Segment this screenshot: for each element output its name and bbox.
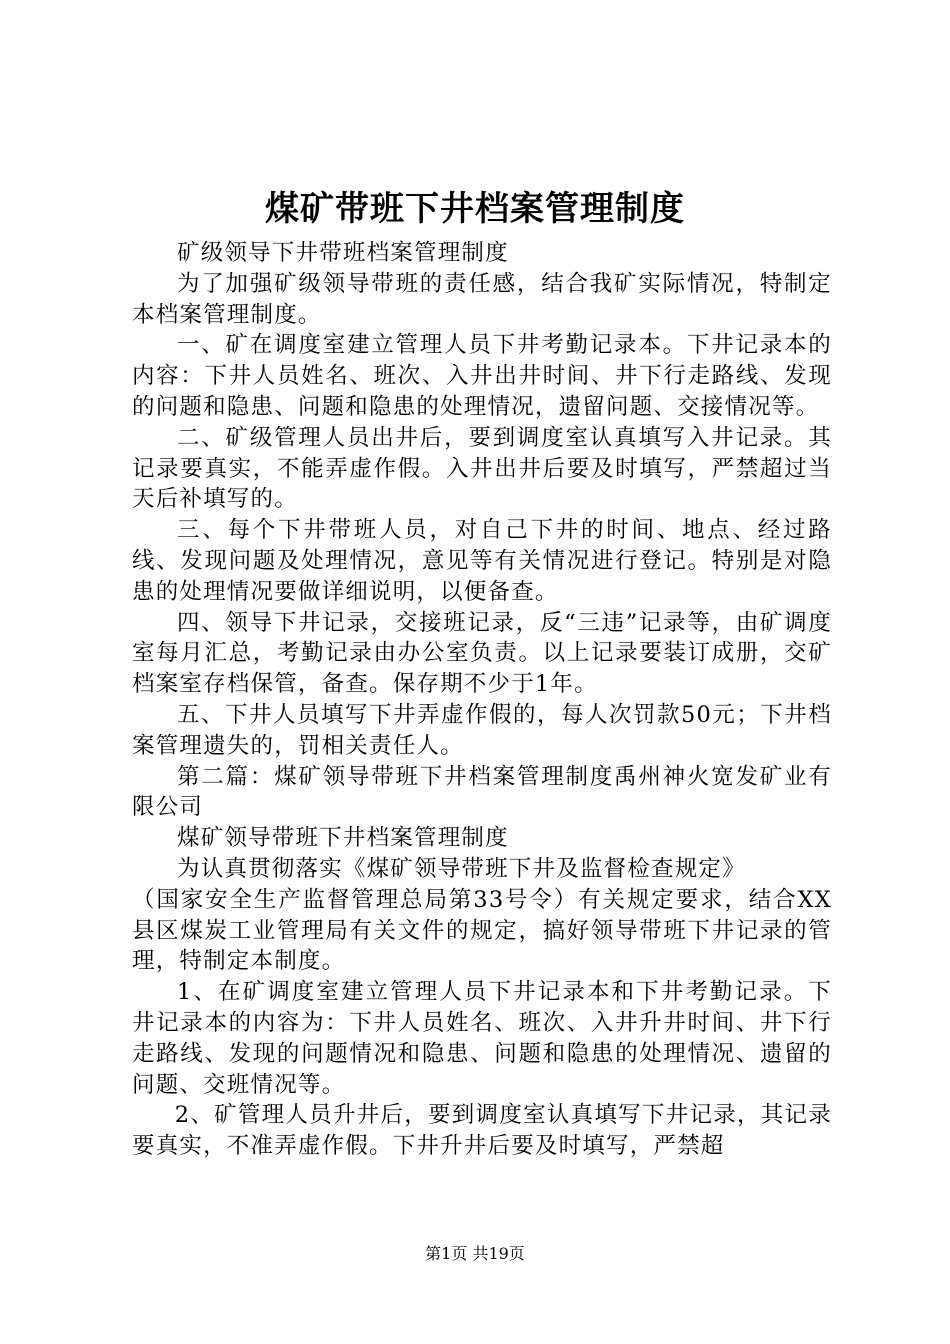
paragraph-item-2: 二、矿级管理人员出井后，要到调度室认真填写入井记录。其记录要真实，不能弄虚作假。入井出井后要及时填写，严禁超过当天后补填写的。	[132, 424, 832, 513]
paragraph-regulation-detail: （国家安全生产监督管理总局第33号令）有关规定要求，结合XX县区煤炭工业管理局有关文件的规定，搞好领导带班下井记录的管理，特制定本制度。	[132, 886, 832, 975]
paragraph-item-3: 三、每个下井带班人员，对自己下井的时间、地点、经过路线、发现问题及处理情况，意见等有关情况进行登记。特别是对隐患的处理情况要做详细说明，以便备查。	[132, 517, 832, 605]
paragraph-item-4: 四、领导下井记录，交接班记录，反“三违”记录等，由矿调度室每月汇总，考勤记录由办公室负责。以上记录要装订成册，交矿档案室存档保管，备查。保存期不少于1年。	[132, 609, 832, 698]
paragraph-item-5: 五、下井人员填写下井弄虚作假的，每人次罚款50元；下井档案管理遗失的，罚相关责任人。	[132, 701, 832, 759]
paragraph-intro: 为了加强矿级领导带班的责任感，结合我矿实际情况，特制定本档案管理制度。	[132, 270, 832, 328]
paragraph-subtitle-2: 煤矿领导带班下井档案管理制度	[177, 825, 509, 852]
paragraph-rule-2: 2、矿管理人员升井后，要到调度室认真填写下井记录，其记录要真实，不准弄虚作假。下井升井后要及时填写，严禁超	[132, 1102, 832, 1160]
paragraph-regulation-ref: 为认真贯彻落实《煤矿领导带班下井及监督检查规定》	[177, 855, 746, 882]
document-body	[132, 238, 832, 1162]
paragraph-subtitle-1: 矿级领导下井带班档案管理制度	[177, 240, 509, 266]
document-title: 煤矿带班下井档案管理制度	[265, 189, 685, 229]
paragraph-section-2-heading: 第二篇：煤矿领导带班下井档案管理制度禹州神火宽发矿业有限公司	[132, 763, 832, 821]
page-number-footer: 第1页 共19页	[425, 1244, 525, 1263]
paragraph-rule-1: 1、在矿调度室建立管理人员下井记录本和下井考勤记录。下井记录本的内容为：下井人员姓名、班次、入井升井时间、井下行走路线、发现的问题情况和隐患、问题和隐患的处理情况、遗留的问题、交班情况等。	[132, 979, 832, 1098]
paragraph-item-1: 一、矿在调度室建立管理人员下井考勤记录本。下井记录本的内容：下井人员姓名、班次、入井出井时间、井下行走路线、发现的问题和隐患、问题和隐患的处理情况，遗留问题、交接情况等。	[132, 332, 832, 420]
